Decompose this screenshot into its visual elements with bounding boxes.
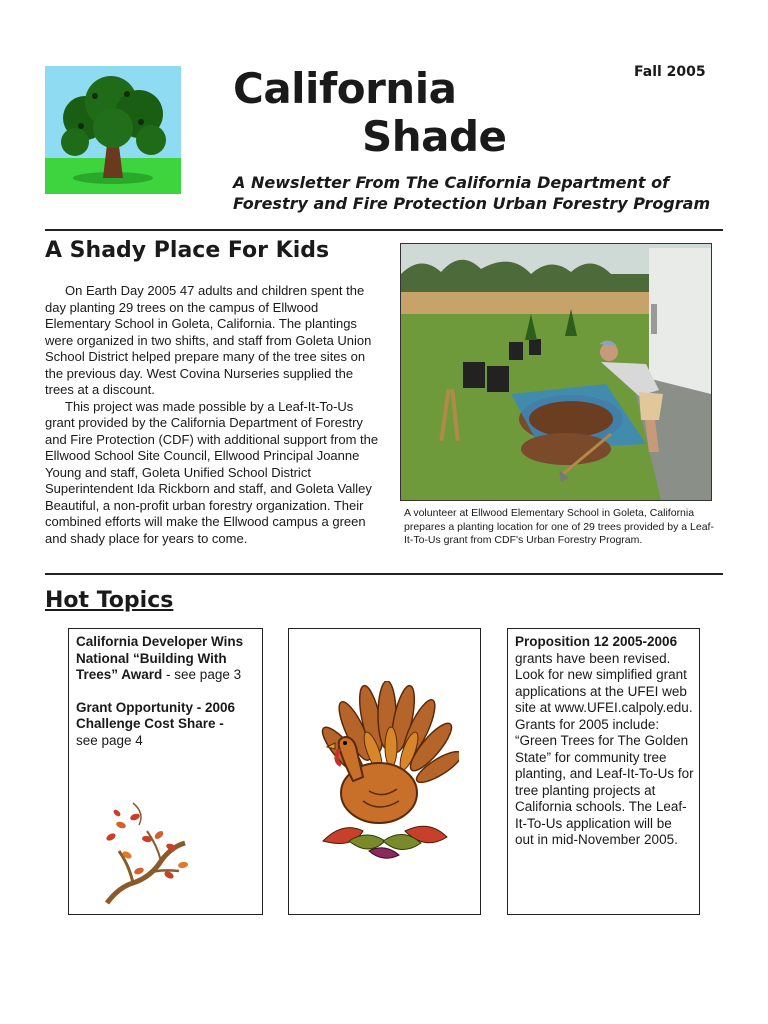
- tree-logo-icon: [45, 66, 181, 194]
- newsletter-title-line1: California: [233, 64, 457, 113]
- article-body: [45, 283, 385, 547]
- article-paragraph-2: This project was made possible by a Leaf-It-To-Us grant provided by the California Department of Forestry and Fire Protection (CDF) with additional support from the Ellwood School Site Council, Ellwood Principal Joanne Young and staff, Goleta Unified School District Superintendent Ida Rickborn and staff, and Goleta Valley Beautiful, a non-profit urban forestry organization. Their combined efforts will make the Ellwood campus a green and shady place for years to come.: [45, 398, 379, 546]
- hot-topics-box-left: [68, 628, 263, 915]
- subtitle-line2: Forestry and Fire Protection Urban Forestry Program: [233, 194, 711, 213]
- grant-item-link: see page 4: [76, 732, 143, 748]
- hot-topics-box-right: [507, 628, 700, 915]
- subtitle-line1: A Newsletter From The California Department of: [233, 173, 670, 192]
- autumn-branch-icon: [99, 795, 194, 910]
- planting-photo: [400, 243, 712, 501]
- newsletter-title-line2: Shade: [362, 112, 507, 161]
- turkey-icon: [313, 681, 459, 868]
- photo-caption: A volunteer at Ellwood Elementary School in Goleta, California prepares a planting location for one of 29 trees provided by a Leaf-It-To-Us grant from CDF's Urban Forestry Program.: [404, 507, 714, 546]
- award-item-title: California Developer Wins National “Building With Trees” Award: [76, 634, 244, 682]
- proposition-12-item: [515, 634, 694, 849]
- grant-item-title: Grant Opportunity - 2006 Challenge Cost Share -: [76, 699, 236, 731]
- hot-topics-items: [76, 634, 257, 749]
- proposition-12-text: grants have been revised. Look for new simplified grant applications at the UFEI web site at www.UFEI.calpoly.edu. Grants for 2005 include: “Green Trees for The Golden State” for community tree planting, and Leaf-It-To-Us for tree planting projects at California schools. The Leaf-It-To-Us application will be out in mid-November 2005.: [515, 650, 694, 847]
- article-paragraph-1: On Earth Day 2005 47 adults and children spent the day planting 29 trees on the campus of Ellwood Elementary School in Goleta, California. The plantings were organized in two shifts, and staff from Goleta Union School District helped prepare many of the tree sites on the previous day. West Covina Nurseries supplied the trees at a discount.: [45, 283, 372, 397]
- issue-date: Fall 2005: [634, 64, 706, 80]
- hot-topics-box-center: [288, 628, 481, 915]
- hot-topics-heading: Hot Topics: [45, 588, 174, 613]
- divider-middle: [45, 573, 723, 575]
- divider-top: [45, 229, 723, 231]
- newsletter-subtitle: [233, 172, 713, 214]
- article-heading: A Shady Place For Kids: [45, 238, 330, 263]
- award-item-link: - see page 3: [162, 667, 242, 682]
- proposition-12-title: Proposition 12 2005-2006: [515, 634, 678, 649]
